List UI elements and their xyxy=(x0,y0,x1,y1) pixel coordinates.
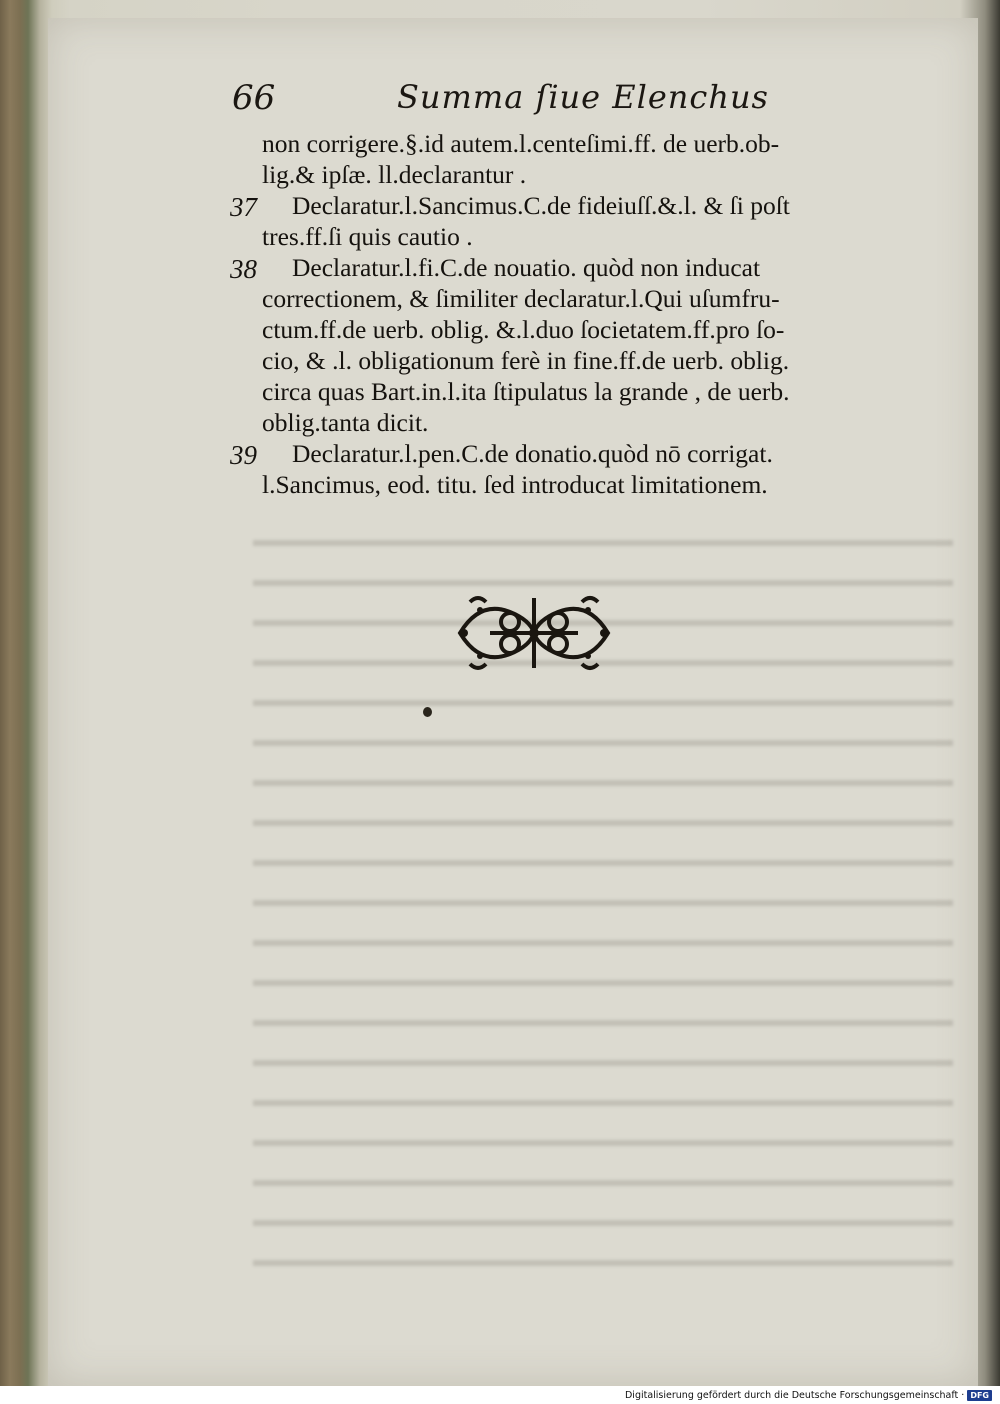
line-text: oblig.tanta dicit. xyxy=(262,408,429,437)
text-line xyxy=(230,407,890,438)
line-text: l.Sancimus, eod. titu. ſed introducat limitationem. xyxy=(262,470,768,499)
entry-number: 39 xyxy=(230,440,257,470)
footer-credit xyxy=(625,1388,992,1402)
dfg-logo-icon: DFG xyxy=(967,1390,992,1401)
text-line xyxy=(230,159,890,190)
line-text: non corrigere.§.id autem.l.centeſimi.ff. de uerb.ob- xyxy=(262,129,780,158)
text-line xyxy=(230,221,890,252)
text-block xyxy=(230,128,890,500)
text-line xyxy=(230,314,890,345)
text-line xyxy=(230,283,890,314)
credit-text: Digitalisierung gefördert durch die Deutsche Forschungsgemeinschaft · xyxy=(624,1389,965,1401)
entry-38 xyxy=(230,252,890,283)
text-line xyxy=(230,376,890,407)
line-text: tres.ff.ſi quis cautio . xyxy=(262,222,473,251)
line-text: Declaratur.l.Sancimus.C.de fideiuſſ.&.l. & ſi poſt xyxy=(292,191,790,220)
entry-37 xyxy=(230,190,890,221)
text-line xyxy=(230,345,890,376)
line-text: lig.& ipſæ. ll.declarantur . xyxy=(262,160,527,189)
line-text: correctionem, & ſimiliter declaratur.l.Qui uſumfru- xyxy=(262,284,780,313)
page-number: 66 xyxy=(232,78,276,118)
page-header xyxy=(232,78,892,122)
line-text: Declaratur.l.fi.C.de nouatio. quòd non inducat xyxy=(292,253,761,282)
running-title: Summa ſiue Elenchus xyxy=(397,78,769,116)
entry-number: 38 xyxy=(230,254,257,284)
fleuron-ornament-icon xyxy=(450,590,618,676)
line-text: circa quas Bart.in.l.ita ſtipulatus la grande , de uerb. xyxy=(262,377,790,406)
line-text: cio, & .l. obligationum ferè in fine.ff.de uerb. oblig. xyxy=(262,346,790,375)
entry-number: 37 xyxy=(230,192,257,222)
ink-speck xyxy=(423,707,432,717)
line-text: Declaratur.l.pen.C.de donatio.quòd nō corrigat. xyxy=(292,439,773,468)
text-line xyxy=(230,469,890,500)
text-line xyxy=(230,128,890,159)
line-text: ctum.ff.de uerb. oblig. &.l.duo ſocietatem.ff.pro ſo- xyxy=(262,315,785,344)
entry-39 xyxy=(230,438,890,469)
